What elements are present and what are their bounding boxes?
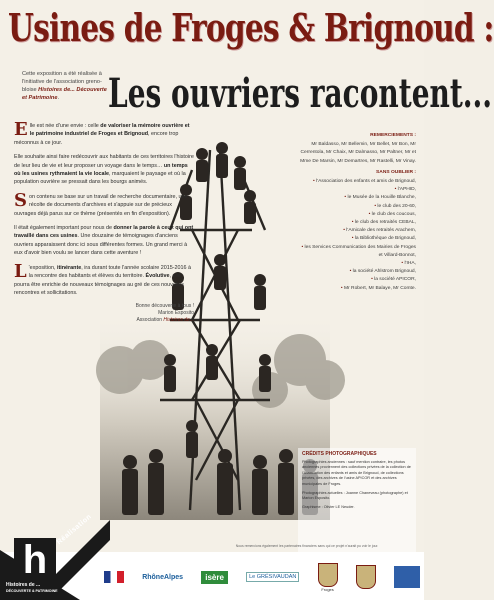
thanks-item: • l'IHA, [401, 261, 416, 267]
histoires-logo-text [6, 582, 96, 594]
intro-part-1: Cette exposition a été réalisée à l'initiative de l'association greno-bloise [22, 71, 102, 93]
signature-assoc-prefix: Association [136, 317, 164, 324]
signature-assoc [14, 317, 194, 324]
histoires-logo-icon: h [14, 538, 56, 582]
credits-text: Photographies anciennes : sauf mention contraire, les photos anciennes proviennent des collections privées de la collection de l'Association des enfants et amis de Brignoud, de collections privées, des archives de l'usine APICOR et des archives municipales de Froges. [302, 459, 411, 486]
thanks-item: • les Services Communication des Mairies de Froges et Villard-Bonnot, [301, 244, 416, 258]
credits-photos: Photographies actuelles : Joanne Chaneveau (photographe) et Marion Esposito. [302, 490, 408, 501]
partner-froges: Froges [318, 563, 338, 592]
p2-text-c: , marquaient le paysage et où la population ouvrière se pressait dans les bourgs animés. [14, 171, 186, 186]
partner-blue-logo-icon [394, 566, 420, 588]
thanks-item: • le club des 20-60, [374, 203, 416, 209]
froges-crest-icon [318, 563, 338, 587]
footer-note: Nous remercions également les partenaires financiers sans qui ce projet n'aurait pu voir le jour. [235, 544, 379, 548]
partner-rhonealpes: RhôneAlpes [142, 573, 184, 581]
thanks-item: • le club des coucous, [368, 211, 416, 217]
intro-association: Histoires de... Découverte et Patrimoine [22, 87, 107, 101]
logo-title: Histoires de ... [6, 582, 41, 588]
partner-logos [104, 562, 420, 592]
body-text [14, 119, 194, 324]
p5-text-c: , ira durant toute l'année scolaire 2015-2016 à la rencontre des habitants et élèves du territoire. [28, 264, 192, 280]
intro-text [22, 70, 112, 102]
signature-assoc-name: Histoires de... [163, 317, 194, 324]
drop-cap-3: L [14, 260, 27, 282]
partner-isere: isère [201, 571, 228, 584]
p2-bold: un temps où les usines rythmaient la vie locale [14, 162, 188, 178]
thanks-item: • Mr Robert, Mr Balaye, Mr Comte. [340, 285, 416, 291]
photo-credits [298, 448, 416, 558]
thanks-heading-2: SANS OUBLIER : [376, 169, 416, 175]
thanks-names: Mr Baldasso, Mr Bellemin, Mr Bellet, Mr Bon, Mr Cerrentola, Mr Chaix, Mr Dalmasso, Mr Paltner, Mr et Mme De Marsin, Mr Demartres, Mr Rastelli, Mr Vinay. [300, 142, 416, 164]
p5-text-e: , elle pourra être enrichie de nouveaux témoignages au gré de ces nouvelles rencontres et sollicitations. [14, 273, 184, 296]
logo-subtitle: DÉCOUVERTE & PATRIMOINE [6, 589, 58, 593]
drop-cap-1: E [14, 119, 28, 140]
thanks-item: • le Musée de la Houille Blanche, [344, 195, 416, 201]
credits-heading: CRÉDITS PHOTOGRAPHIQUES [302, 451, 377, 457]
drop-cap-2: S [14, 189, 27, 211]
paragraph-3 [14, 189, 194, 218]
thanks-item: • l'APHID, [394, 187, 416, 193]
signature-name: Marion Esposito [158, 310, 194, 317]
credits-graphics: Graphisme : Olivier LE Neuder. [302, 504, 355, 509]
thanks-item: • l'Association des enfants et amis de Brignoud, [313, 179, 416, 185]
thanks-list [300, 178, 416, 293]
thanks-heading: REMERCIEMENTS : [370, 133, 416, 138]
p5-bold-1: itinérante [56, 264, 82, 271]
p3-text: on contenu se base sur un travail de recherche documentaire, une récolte de documents d'archives et s'appuie sur de précieux ouvrages déjà parus sur ce thème (présentés en fin d'exposition). [14, 193, 188, 217]
paragraph-5 [14, 260, 194, 298]
intro-part-2: . [57, 95, 59, 101]
p2-text-a: Elle souhaite ainsi faire redécouvrir aux habitants de ces territoires l'histoire de leur lieu de vie et leur proposer un voyage dans le temps… [14, 154, 194, 169]
p1-text-a: lle est née d'une envie : celle [29, 123, 101, 129]
thanks-item: • la société APICOR, [371, 277, 416, 283]
thanks-item: • la Bibliothèque de Brignoud, [351, 236, 416, 242]
p1-bold: de valoriser la mémoire ouvrière et le patrimoine industriel de Froges et Brignoud [29, 123, 190, 138]
closing [14, 303, 194, 324]
title-line-2: Les ouvriers racontent... [108, 70, 493, 117]
paragraph-1 [14, 119, 194, 147]
realisation-label: Réalisation [55, 513, 94, 547]
acknowledgements [300, 132, 416, 293]
thanks-item: • l'Amicale des retraités Arachem, [343, 228, 416, 234]
p4-text-a: Il était également important pour nous de [14, 225, 114, 232]
paragraph-4 [14, 224, 194, 258]
p5-text-a: 'exposition, [28, 264, 57, 271]
p1-text-c: , encore trop méconnus à ce jour. [14, 131, 179, 146]
closing-text: Bonne découverte à tous ! [135, 303, 194, 310]
partner-gresivaudan: Le GRÉSIVAUDAN [246, 572, 299, 582]
thanks-item: • la société Ahlstrom Brignoud, [349, 269, 416, 275]
paragraph-2 [14, 153, 194, 187]
p4-bold: donner la parole à ceux qui ont travaillé dans ces usines [14, 225, 194, 240]
french-flag-icon [104, 571, 124, 583]
p4-text-c: . Une douzaine de témoignages d'anciens ouvriers apparaissent donc ici sous différentes formes. Un grand merci à eux d'avoir bien voulu se lancer dans cette aventure ! [14, 233, 188, 257]
thanks-item: • le club des retraités CEBAL, [351, 220, 416, 226]
p5-bold-2: Évolutive [145, 273, 170, 280]
title-line-1: Usines de Froges & Brignoud : [8, 5, 494, 50]
villard-crest-icon [356, 565, 376, 589]
